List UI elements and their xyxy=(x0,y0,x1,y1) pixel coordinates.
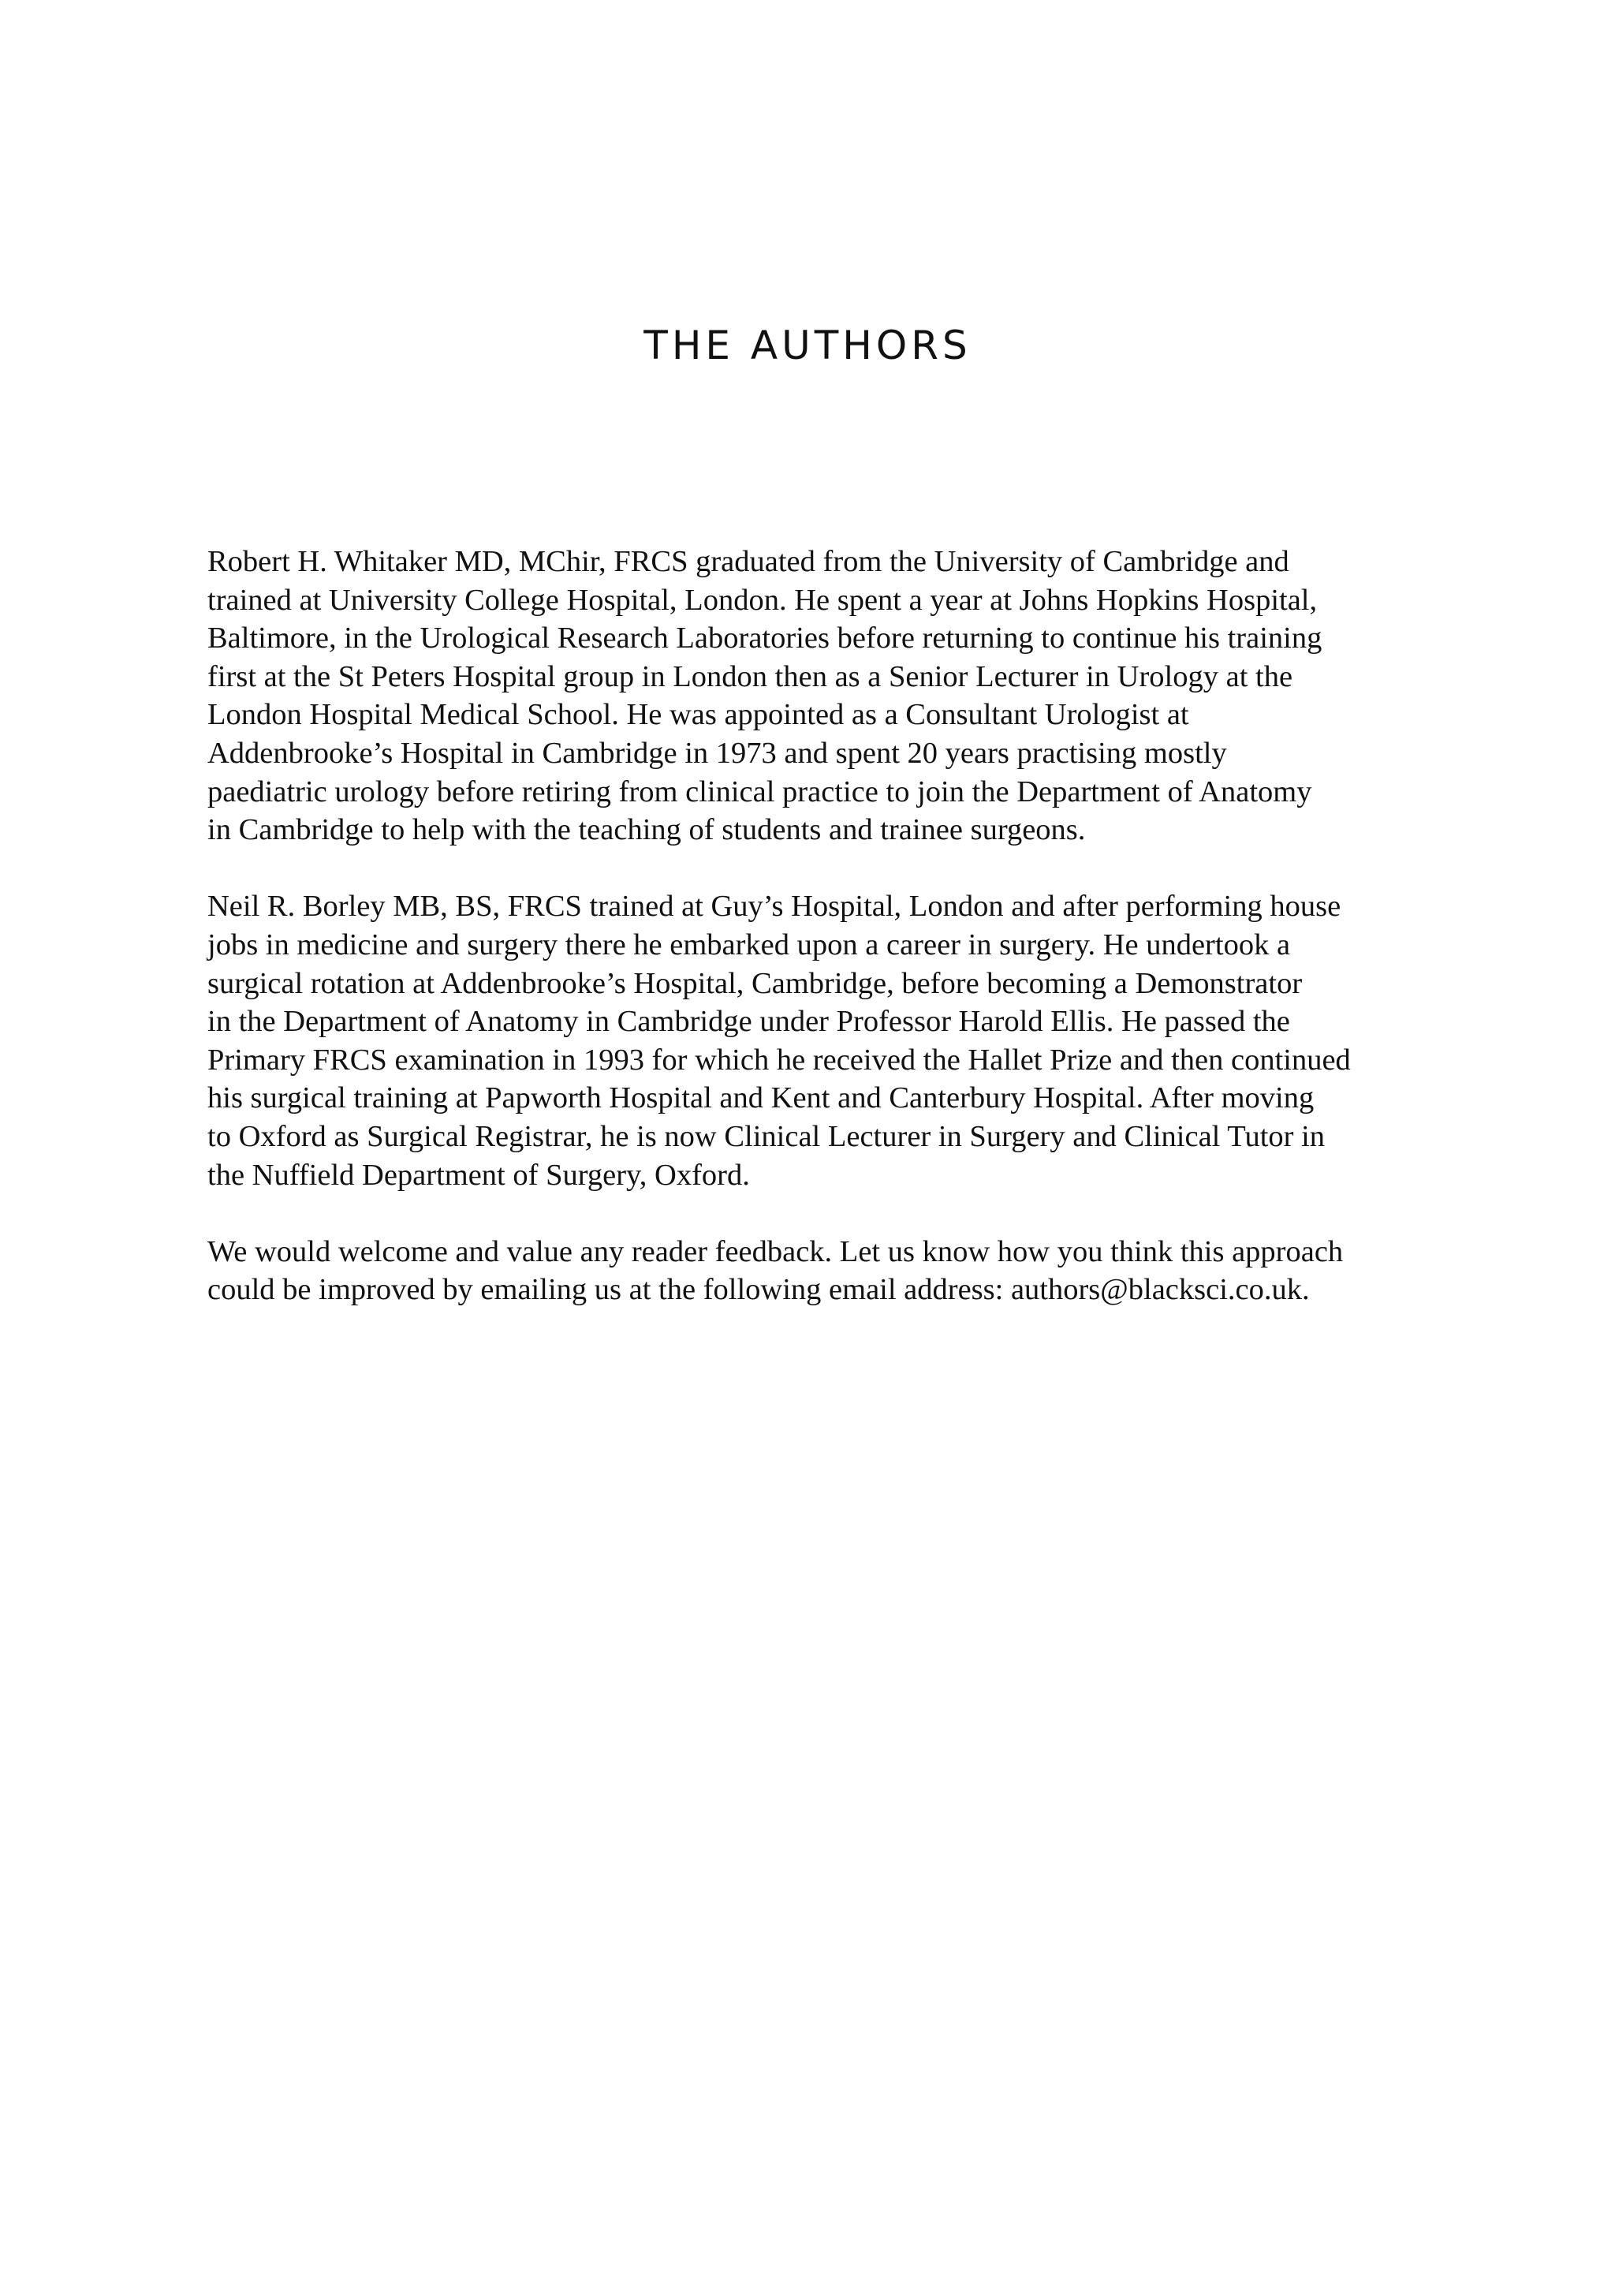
body-text xyxy=(207,543,1428,1309)
text-line: Neil R. Borley MB, BS, FRCS trained at Guy’s Hospital, London and after performing house xyxy=(207,890,1341,924)
text-line: Robert H. Whitaker MD, MChir, FRCS graduated from the University of Cambridge and xyxy=(207,545,1289,578)
text-line: London Hospital Medical School. He was appointed as a Consultant Urologist at xyxy=(207,698,1189,732)
text-line: trained at University College Hospital, London. He spent a year at Johns Hopkins Hospital, xyxy=(207,583,1318,617)
text-line: We would welcome and value any reader feedback. Let us know how you think this approach xyxy=(207,1234,1344,1268)
text-line: first at the St Peters Hospital group in London then as a Senior Lecturer in Urology at the xyxy=(207,659,1293,693)
text-line: Addenbrooke’s Hospital in Cambridge in 1973 and spent 20 years practising mostly xyxy=(207,736,1227,770)
text-line: could be improved by emailing us at the following email address: authors@blacksci.co.uk. xyxy=(207,1273,1310,1307)
text-line: to Oxford as Surgical Registrar, he is now Clinical Lecturer in Surgery and Clinical Tutor in xyxy=(207,1119,1326,1153)
text-line: jobs in medicine and surgery there he embarked upon a career in surgery. He undertook a xyxy=(207,928,1291,961)
text-line: surgical rotation at Addenbrooke’s Hospital, Cambridge, before becoming a Demonstrator xyxy=(207,966,1303,1000)
text-line: his surgical training at Papworth Hospital and Kent and Canterbury Hospital. After moving xyxy=(207,1081,1315,1115)
text-line: in Cambridge to help with the teaching of students and trainee surgeons. xyxy=(207,813,1086,847)
paragraph-borley-bio xyxy=(207,887,1428,1194)
text-line: Primary FRCS examination in 1993 for which he received the Hallet Prize and then continued xyxy=(207,1043,1351,1077)
page-title: THE AUTHORS xyxy=(643,323,972,368)
text-line: paediatric urology before retiring from clinical practice to join the Department of Anatomy xyxy=(207,775,1312,808)
text-line: Baltimore, in the Urological Research Laboratories before returning to continue his training xyxy=(207,622,1322,655)
paragraph-feedback xyxy=(207,1233,1428,1309)
text-line: in the Department of Anatomy in Cambridge under Professor Harold Ellis. He passed the xyxy=(207,1005,1290,1039)
paragraph-whitaker-bio xyxy=(207,543,1428,849)
text-line: the Nuffield Department of Surgery, Oxford. xyxy=(207,1158,750,1192)
